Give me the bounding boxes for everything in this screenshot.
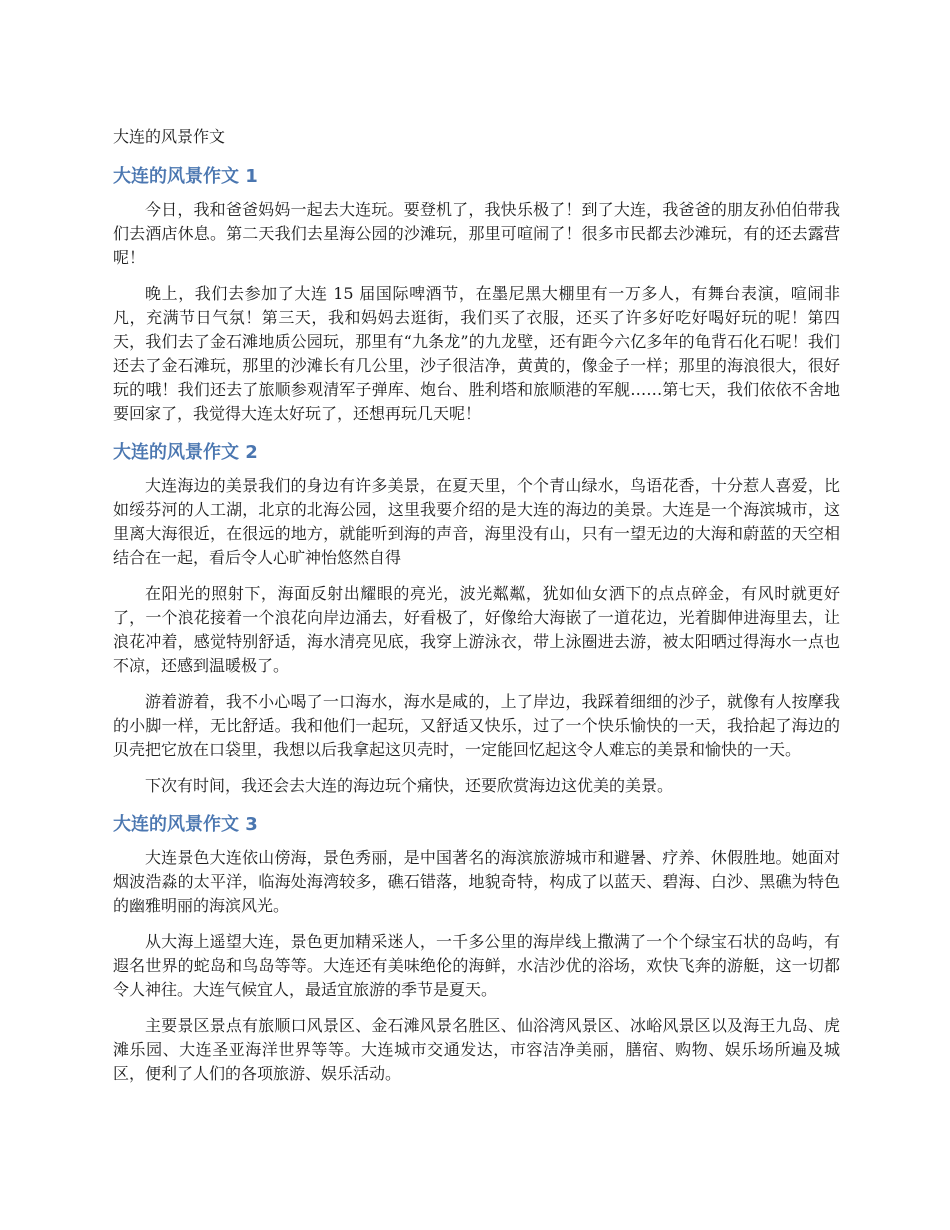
paragraph: 晚上，我们去参加了大连 15 届国际啤酒节，在墨尼黑大棚里有一万多人，有舞台表演，喧闹非凡，充满节日气氛！第三天，我和妈妈去逛街，我们买了衣服，还买了许多好吃好喝好玩的呢！第四天，我们去了金石滩地质公园玩，那里有“九条龙”的九龙壁，还有距今六亿多年的龟背石化石呢！我们还去了金石滩玩，那里的沙滩长有几公里，沙子很洁净，黄黄的，像金子一样；那里的海浪很大，很好玩的哦！我们还去了旅顺参观清军子弹库、炮台、胜利塔和旅顺港的军舰……第七天，我们依依不舍地要回家了，我觉得大连太好玩了，还想再玩几天呢！ (113, 284, 840, 423)
paragraph: 大连景色大连依山傍海，景色秀丽，是中国著名的海滨旅游城市和避暑、疗养、休假胜地。她面对烟波浩淼的太平洋，临海处海湾较多，礁石错落，地貌奇特，构成了以蓝天、碧海、白沙、黑礁为特色的幽雅明丽的海滨风光。 (113, 848, 840, 915)
section-heading: 大连的风景作文 3 (113, 814, 258, 835)
paragraph: 主要景区景点有旅顺口风景区、金石滩风景名胜区、仙浴湾风景区、冰峪风景区以及海王九岛、虎滩乐园、大连圣亚海洋世界等等。大连城市交通发达，市容洁净美丽，膳宿、购物、娱乐场所遍及城区，便利了人们的各项旅游、娱乐活动。 (113, 1016, 840, 1083)
paragraph: 大连海边的美景我们的身边有许多美景，在夏天里，个个青山绿水，鸟语花香，十分惹人喜爱，比如绥芬河的人工湖，北京的北海公园，这里我要介绍的是大连的海边的美景。大连是一个海滨城市，这里离大海很近，在很远的地方，就能听到海的声音，海里没有山，只有一望无边的大海和蔚蓝的天空相结合在一起，看后令人心旷神怡悠然自得 (113, 476, 840, 567)
section-heading: 大连的风景作文 1 (113, 166, 258, 187)
paragraph: 下次有时间，我还会去大连的海边玩个痛快，还要欣赏海边这优美的美景。 (145, 776, 674, 795)
section-1 (113, 162, 840, 426)
section-3 (113, 810, 840, 1086)
paragraph: 在阳光的照射下，海面反射出耀眼的亮光，波光粼粼，犹如仙女洒下的点点碎金，有风时就更好了，一个浪花接着一个浪花向岸边涌去，好看极了，好像给大海嵌了一道花边，光着脚伸进海里去，让浪花冲着，感觉特别舒适，海水清亮见底，我穿上游泳衣，带上泳圈进去游，被太阳晒过得海水一点也不凉，还感到温暖极了。 (113, 584, 840, 675)
paragraph: 游着游着，我不小心喝了一口海水，海水是咸的，上了岸边，我踩着细细的沙子，就像有人按摩我的小脚一样，无比舒适。我和他们一起玩，又舒适又快乐，过了一个快乐愉快的一天，我拾起了海边的贝壳把它放在口袋里，我想以后我拿起这贝壳时，一定能回忆起这令人难忘的美景和愉快的一天。 (113, 692, 840, 759)
paragraph: 今日，我和爸爸妈妈一起去大连玩。要登机了，我快乐极了！到了大连，我爸爸的朋友孙伯伯带我们去酒店休息。第二天我们去星海公园的沙滩玩，那里可喧闹了！很多市民都去沙滩玩，有的还去露营呢！ (113, 200, 840, 267)
document-title: 大连的风景作文 (113, 127, 226, 146)
document-page (113, 122, 840, 1098)
paragraph: 从大海上遥望大连，景色更加精采迷人，一千多公里的海岸线上撒满了一个个绿宝石状的岛屿，有遐名世界的蛇岛和鸟岛等等。大连还有美味绝伦的海鲜，水洁沙优的浴场，欢快飞奔的游艇，这一切都令人神往。大连气候宜人，最适宜旅游的季节是夏天。 (113, 932, 840, 999)
section-heading: 大连的风景作文 2 (113, 442, 258, 463)
section-2 (113, 438, 840, 798)
